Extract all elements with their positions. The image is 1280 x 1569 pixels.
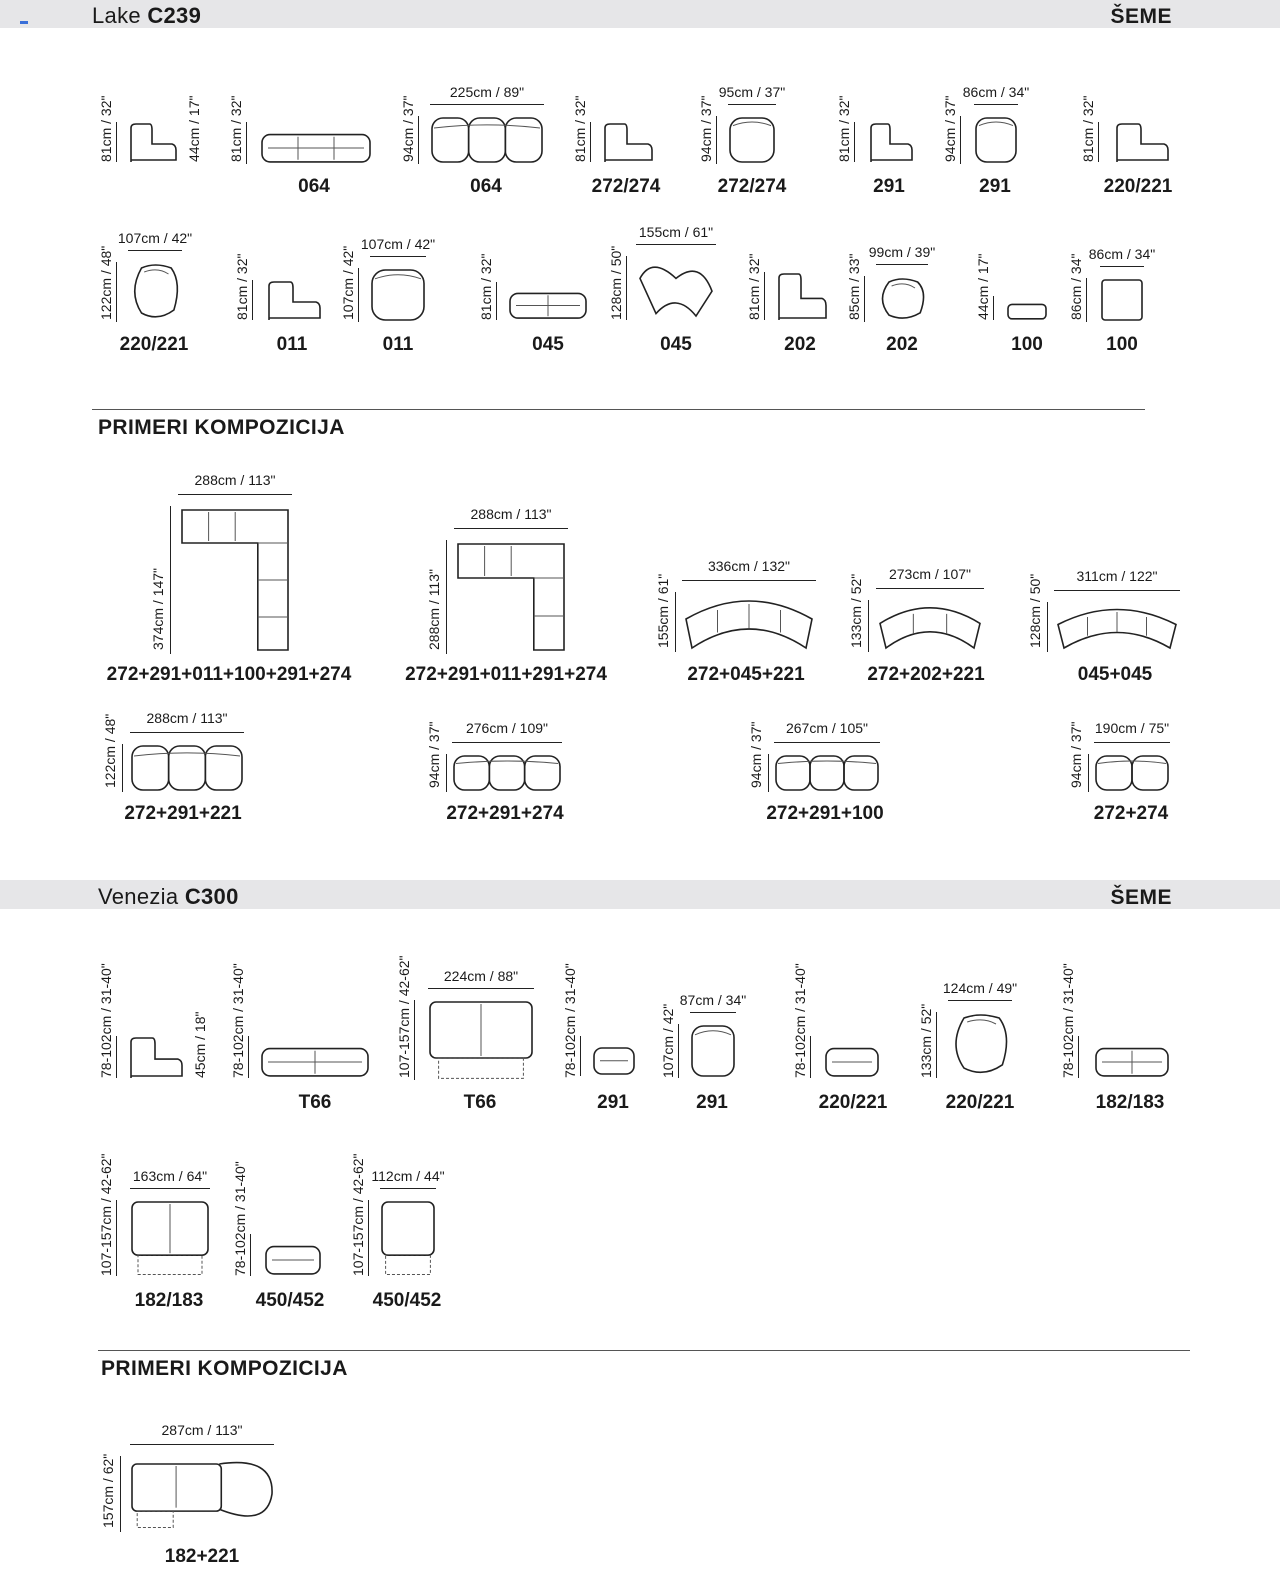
width-dimension-line <box>454 528 568 529</box>
venezia-title: Venezia C300 <box>98 884 239 909</box>
width-dimension-line <box>974 104 1018 105</box>
composition-width-label: 276cm / 109" <box>465 720 549 736</box>
height-label: 94cm / 37" <box>942 95 958 162</box>
curved-composition-icon <box>1054 602 1180 652</box>
chair2-side-icon <box>776 272 826 320</box>
height-dimension-line <box>810 1036 811 1078</box>
height-label: 78-102cm / 31-40" <box>232 1161 248 1276</box>
height-dimension-line <box>116 1036 117 1078</box>
model-code: 202 <box>886 334 918 355</box>
width-label: 86cm / 34" <box>962 84 1030 100</box>
width-label: 99cm / 39" <box>868 244 936 260</box>
height-dimension-line <box>716 116 717 164</box>
height-dimension-line <box>936 1012 937 1078</box>
height-label: 94cm / 37" <box>698 95 714 162</box>
width-dimension-line <box>130 1444 274 1445</box>
height-dimension-line <box>252 280 253 320</box>
width-label: 95cm / 37" <box>718 84 786 100</box>
sofa2-top-icon <box>130 1200 210 1276</box>
composition-width-label: 288cm / 113" <box>194 472 276 488</box>
height-dimension-line <box>764 272 765 320</box>
module-front-icon <box>592 1036 636 1076</box>
sofa-corner-composition-icon <box>130 1456 274 1532</box>
height-label: 81cm / 32" <box>234 253 250 320</box>
sofa-3-side-icon <box>260 122 372 164</box>
model-code: 100 <box>1106 334 1138 355</box>
width-dimension-line <box>1100 266 1144 267</box>
height-dimension-line <box>446 754 447 792</box>
chair-front-icon <box>264 1234 322 1276</box>
width-dimension-line <box>876 264 928 265</box>
lake-section-divider <box>92 409 1145 410</box>
composition-height-label: 288cm / 113" <box>426 569 442 650</box>
wedge-top-icon <box>876 276 928 322</box>
composition-code: 272+291+221 <box>124 803 242 824</box>
composition-width-label: 273cm / 107" <box>888 566 972 582</box>
width-dimension-line <box>682 580 816 581</box>
height-dimension-line <box>1047 602 1048 652</box>
width-dimension-line <box>690 1012 736 1013</box>
module-top-icon <box>690 1024 736 1078</box>
lake-seme-label: ŠEME <box>1110 5 1172 28</box>
corner2-top-icon <box>370 268 426 322</box>
height-dimension-line <box>496 282 497 320</box>
height-label: 85cm / 33" <box>846 253 862 320</box>
l-shape-composition-icon <box>454 540 568 654</box>
height-dimension-line <box>580 1036 581 1076</box>
module-top-icon <box>974 116 1018 164</box>
model-code: 291 <box>597 1092 629 1113</box>
model-code: 220/221 <box>119 334 189 355</box>
width-dimension-line <box>128 250 182 251</box>
width-dimension-line <box>452 742 562 743</box>
model-code: 220/221 <box>818 1092 888 1113</box>
width-dimension-line <box>130 1188 210 1189</box>
composition-code: 182+221 <box>164 1546 240 1567</box>
module-side-icon <box>868 122 912 162</box>
composition-height-label: 128cm / 50" <box>1027 573 1043 648</box>
height-dimension-line <box>116 262 117 322</box>
width-label: 112cm / 44" <box>371 1168 445 1184</box>
width-dimension-line <box>370 256 426 257</box>
width-dimension-line <box>178 494 292 495</box>
composition-code: 045+045 <box>1077 664 1153 685</box>
sofa-composition-icon <box>774 754 880 792</box>
height-dimension-line <box>248 1036 249 1078</box>
width-dimension-line <box>948 1000 1012 1001</box>
venezia-compositions-title: PRIMERI KOMPOZICIJA <box>101 1357 348 1380</box>
recliner-side-icon <box>128 1036 182 1078</box>
corner-front-icon <box>824 1036 880 1078</box>
pouf-top-icon <box>1100 278 1144 322</box>
height-label: 94cm / 37" <box>400 95 416 162</box>
height-dimension-line <box>170 506 171 654</box>
height-dimension-line <box>960 116 961 164</box>
composition-code: 272+045+221 <box>687 664 805 685</box>
height-label: 78-102cm / 31-40" <box>230 963 246 1078</box>
model-code: 272/274 <box>591 176 661 197</box>
curved-composition-icon <box>682 592 816 652</box>
composition-code: 272+291+100 <box>766 803 884 824</box>
seat-height-label: 45cm / 18" <box>192 1011 208 1078</box>
height-dimension-line <box>678 1024 679 1078</box>
sofa-composition-icon <box>1094 754 1170 792</box>
curved-composition-icon <box>876 600 984 652</box>
model-code: 202 <box>784 334 816 355</box>
sofa-composition-icon <box>452 754 562 792</box>
composition-width-label: 287cm / 113" <box>161 1422 243 1438</box>
height-dimension-line <box>590 122 591 162</box>
height-label: 86cm / 34" <box>1068 253 1084 320</box>
height-dimension-line <box>120 1456 121 1532</box>
model-code: T66 <box>298 1092 332 1113</box>
height-dimension-line <box>1086 278 1087 322</box>
composition-height-label: 94cm / 37" <box>1068 721 1084 788</box>
model-code: T66 <box>463 1092 497 1113</box>
height-label: 122cm / 48" <box>98 245 114 320</box>
model-code: 291 <box>979 176 1011 197</box>
model-code: 220/221 <box>1103 176 1173 197</box>
lake-compositions-title: PRIMERI KOMPOZICIJA <box>98 416 345 439</box>
width-label: 163cm / 64" <box>132 1168 208 1184</box>
height-dimension-line <box>414 1000 415 1080</box>
height-dimension-line <box>116 1200 117 1276</box>
height-dimension-line <box>1098 122 1099 162</box>
model-code: 182/183 <box>1095 1092 1165 1113</box>
height-label: 107cm / 42" <box>660 1003 676 1078</box>
height-label: 107-157cm / 42-62" <box>396 955 412 1078</box>
height-dimension-line <box>446 540 447 654</box>
model-code: 450/452 <box>255 1290 325 1311</box>
height-label: 128cm / 50" <box>608 245 624 320</box>
model-code: 272/274 <box>717 176 787 197</box>
composition-height-label: 94cm / 37" <box>748 721 764 788</box>
height-dimension-line <box>116 122 117 162</box>
chair-side-icon <box>128 122 176 162</box>
model-code: 100 <box>1011 334 1043 355</box>
sofa2-front-icon <box>1094 1036 1170 1078</box>
composition-width-label: 288cm / 113" <box>146 710 228 726</box>
model-code: 045 <box>532 334 564 355</box>
height-dimension-line <box>864 276 865 322</box>
composition-height-label: 157cm / 62" <box>100 1453 116 1528</box>
model-code: 450/452 <box>372 1290 442 1311</box>
height-label: 81cm / 32" <box>228 95 244 162</box>
height-dimension-line <box>122 744 123 792</box>
chair-top-icon <box>380 1200 436 1276</box>
venezia-section-divider <box>98 1350 1190 1351</box>
composition-height-label: 155cm / 61" <box>655 573 671 648</box>
pouf-side-icon <box>1006 296 1048 320</box>
height-label: 133cm / 52" <box>918 1003 934 1078</box>
model-code: 064 <box>298 176 330 197</box>
composition-code: 272+291+274 <box>446 803 564 824</box>
height-label: 107-157cm / 42-62" <box>350 1153 366 1276</box>
composition-code: 272+202+221 <box>867 664 985 685</box>
height-dimension-line <box>868 600 869 652</box>
height-label: 107cm / 42" <box>340 245 356 320</box>
model-code: 011 <box>382 334 414 355</box>
width-dimension-line <box>774 742 880 743</box>
height-dimension-line <box>418 116 419 164</box>
corner-top-icon <box>128 262 182 322</box>
height-dimension-line <box>1078 1036 1079 1078</box>
composition-width-label: 288cm / 113" <box>470 506 552 522</box>
composition-height-label: 122cm / 48" <box>102 713 118 788</box>
corner-side-icon <box>1114 122 1168 162</box>
width-dimension-line <box>876 588 984 589</box>
model-code: 182/183 <box>134 1290 204 1311</box>
corner2-side-icon <box>266 280 320 320</box>
height-label: 81cm / 32" <box>746 253 762 320</box>
model-code: 045 <box>660 334 692 355</box>
round-top-icon <box>948 1012 1012 1078</box>
width-dimension-line <box>380 1188 436 1189</box>
height-dimension-line <box>358 268 359 322</box>
marker-icon <box>20 21 28 24</box>
sofa-composition-icon <box>130 744 244 792</box>
height-label: 81cm / 32" <box>836 95 852 162</box>
height-label: 81cm / 32" <box>1080 95 1096 162</box>
l-shape-composition-icon <box>178 506 292 654</box>
width-dimension-line <box>728 104 776 105</box>
lake-title: Lake C239 <box>92 3 202 28</box>
width-label: 225cm / 89" <box>449 84 525 100</box>
width-label: 224cm / 88" <box>443 968 519 984</box>
width-dimension-line <box>428 988 534 989</box>
height-label: 78-102cm / 31-40" <box>792 963 808 1078</box>
armchair-top-icon <box>728 116 776 164</box>
height-label: 107-157cm / 42-62" <box>98 1153 114 1276</box>
width-label: 124cm / 49" <box>942 980 1018 996</box>
armchair-side-icon <box>602 122 652 162</box>
width-label: 107cm / 42" <box>117 230 193 246</box>
height-dimension-line <box>993 296 994 320</box>
composition-height-label: 94cm / 37" <box>426 721 442 788</box>
height-dimension-line <box>1088 754 1089 792</box>
model-code: 291 <box>696 1092 728 1113</box>
composition-code: 272+274 <box>1093 803 1169 824</box>
seat-height-label: 44cm / 17" <box>186 95 202 162</box>
height-label: 78-102cm / 31-40" <box>562 963 578 1078</box>
height-label: 81cm / 32" <box>98 95 114 162</box>
height-dimension-line <box>854 122 855 162</box>
composition-code: 272+291+011+291+274 <box>405 664 607 685</box>
height-dimension-line <box>626 256 627 320</box>
width-label: 107cm / 42" <box>360 236 436 252</box>
width-dimension-line <box>430 104 544 105</box>
width-label: 86cm / 34" <box>1088 246 1156 262</box>
height-label: 81cm / 32" <box>478 253 494 320</box>
height-label: 81cm / 32" <box>572 95 588 162</box>
width-label: 155cm / 61" <box>638 224 714 240</box>
width-dimension-line <box>1054 590 1180 591</box>
height-dimension-line <box>250 1234 251 1276</box>
sofa2-side-icon <box>508 282 588 320</box>
sofa-front-icon <box>260 1036 370 1078</box>
curved-top-icon <box>636 256 716 320</box>
model-code: 220/221 <box>945 1092 1015 1113</box>
height-label: 44cm / 17" <box>975 253 991 320</box>
model-code: 011 <box>276 334 308 355</box>
sofa-3-top-icon <box>430 116 544 164</box>
model-code: 064 <box>470 176 502 197</box>
composition-width-label: 267cm / 105" <box>785 720 869 736</box>
composition-height-label: 133cm / 52" <box>848 573 864 648</box>
height-label: 78-102cm / 31-40" <box>1060 963 1076 1078</box>
height-dimension-line <box>768 754 769 792</box>
model-code: 291 <box>873 176 905 197</box>
composition-height-label: 374cm / 147" <box>150 567 166 650</box>
composition-width-label: 311cm / 122" <box>1076 568 1158 584</box>
composition-width-label: 336cm / 132" <box>707 558 791 574</box>
height-label: 78-102cm / 31-40" <box>98 963 114 1078</box>
width-dimension-line <box>130 732 244 733</box>
width-label: 87cm / 34" <box>679 992 747 1008</box>
composition-width-label: 190cm / 75" <box>1094 720 1170 736</box>
composition-code: 272+291+011+100+291+274 <box>106 664 352 685</box>
width-dimension-line <box>1094 742 1170 743</box>
width-dimension-line <box>636 244 716 245</box>
sofa-top-icon <box>428 1000 534 1080</box>
venezia-seme-label: ŠEME <box>1110 886 1172 909</box>
height-dimension-line <box>368 1200 369 1276</box>
height-dimension-line <box>675 592 676 652</box>
height-dimension-line <box>246 122 247 164</box>
